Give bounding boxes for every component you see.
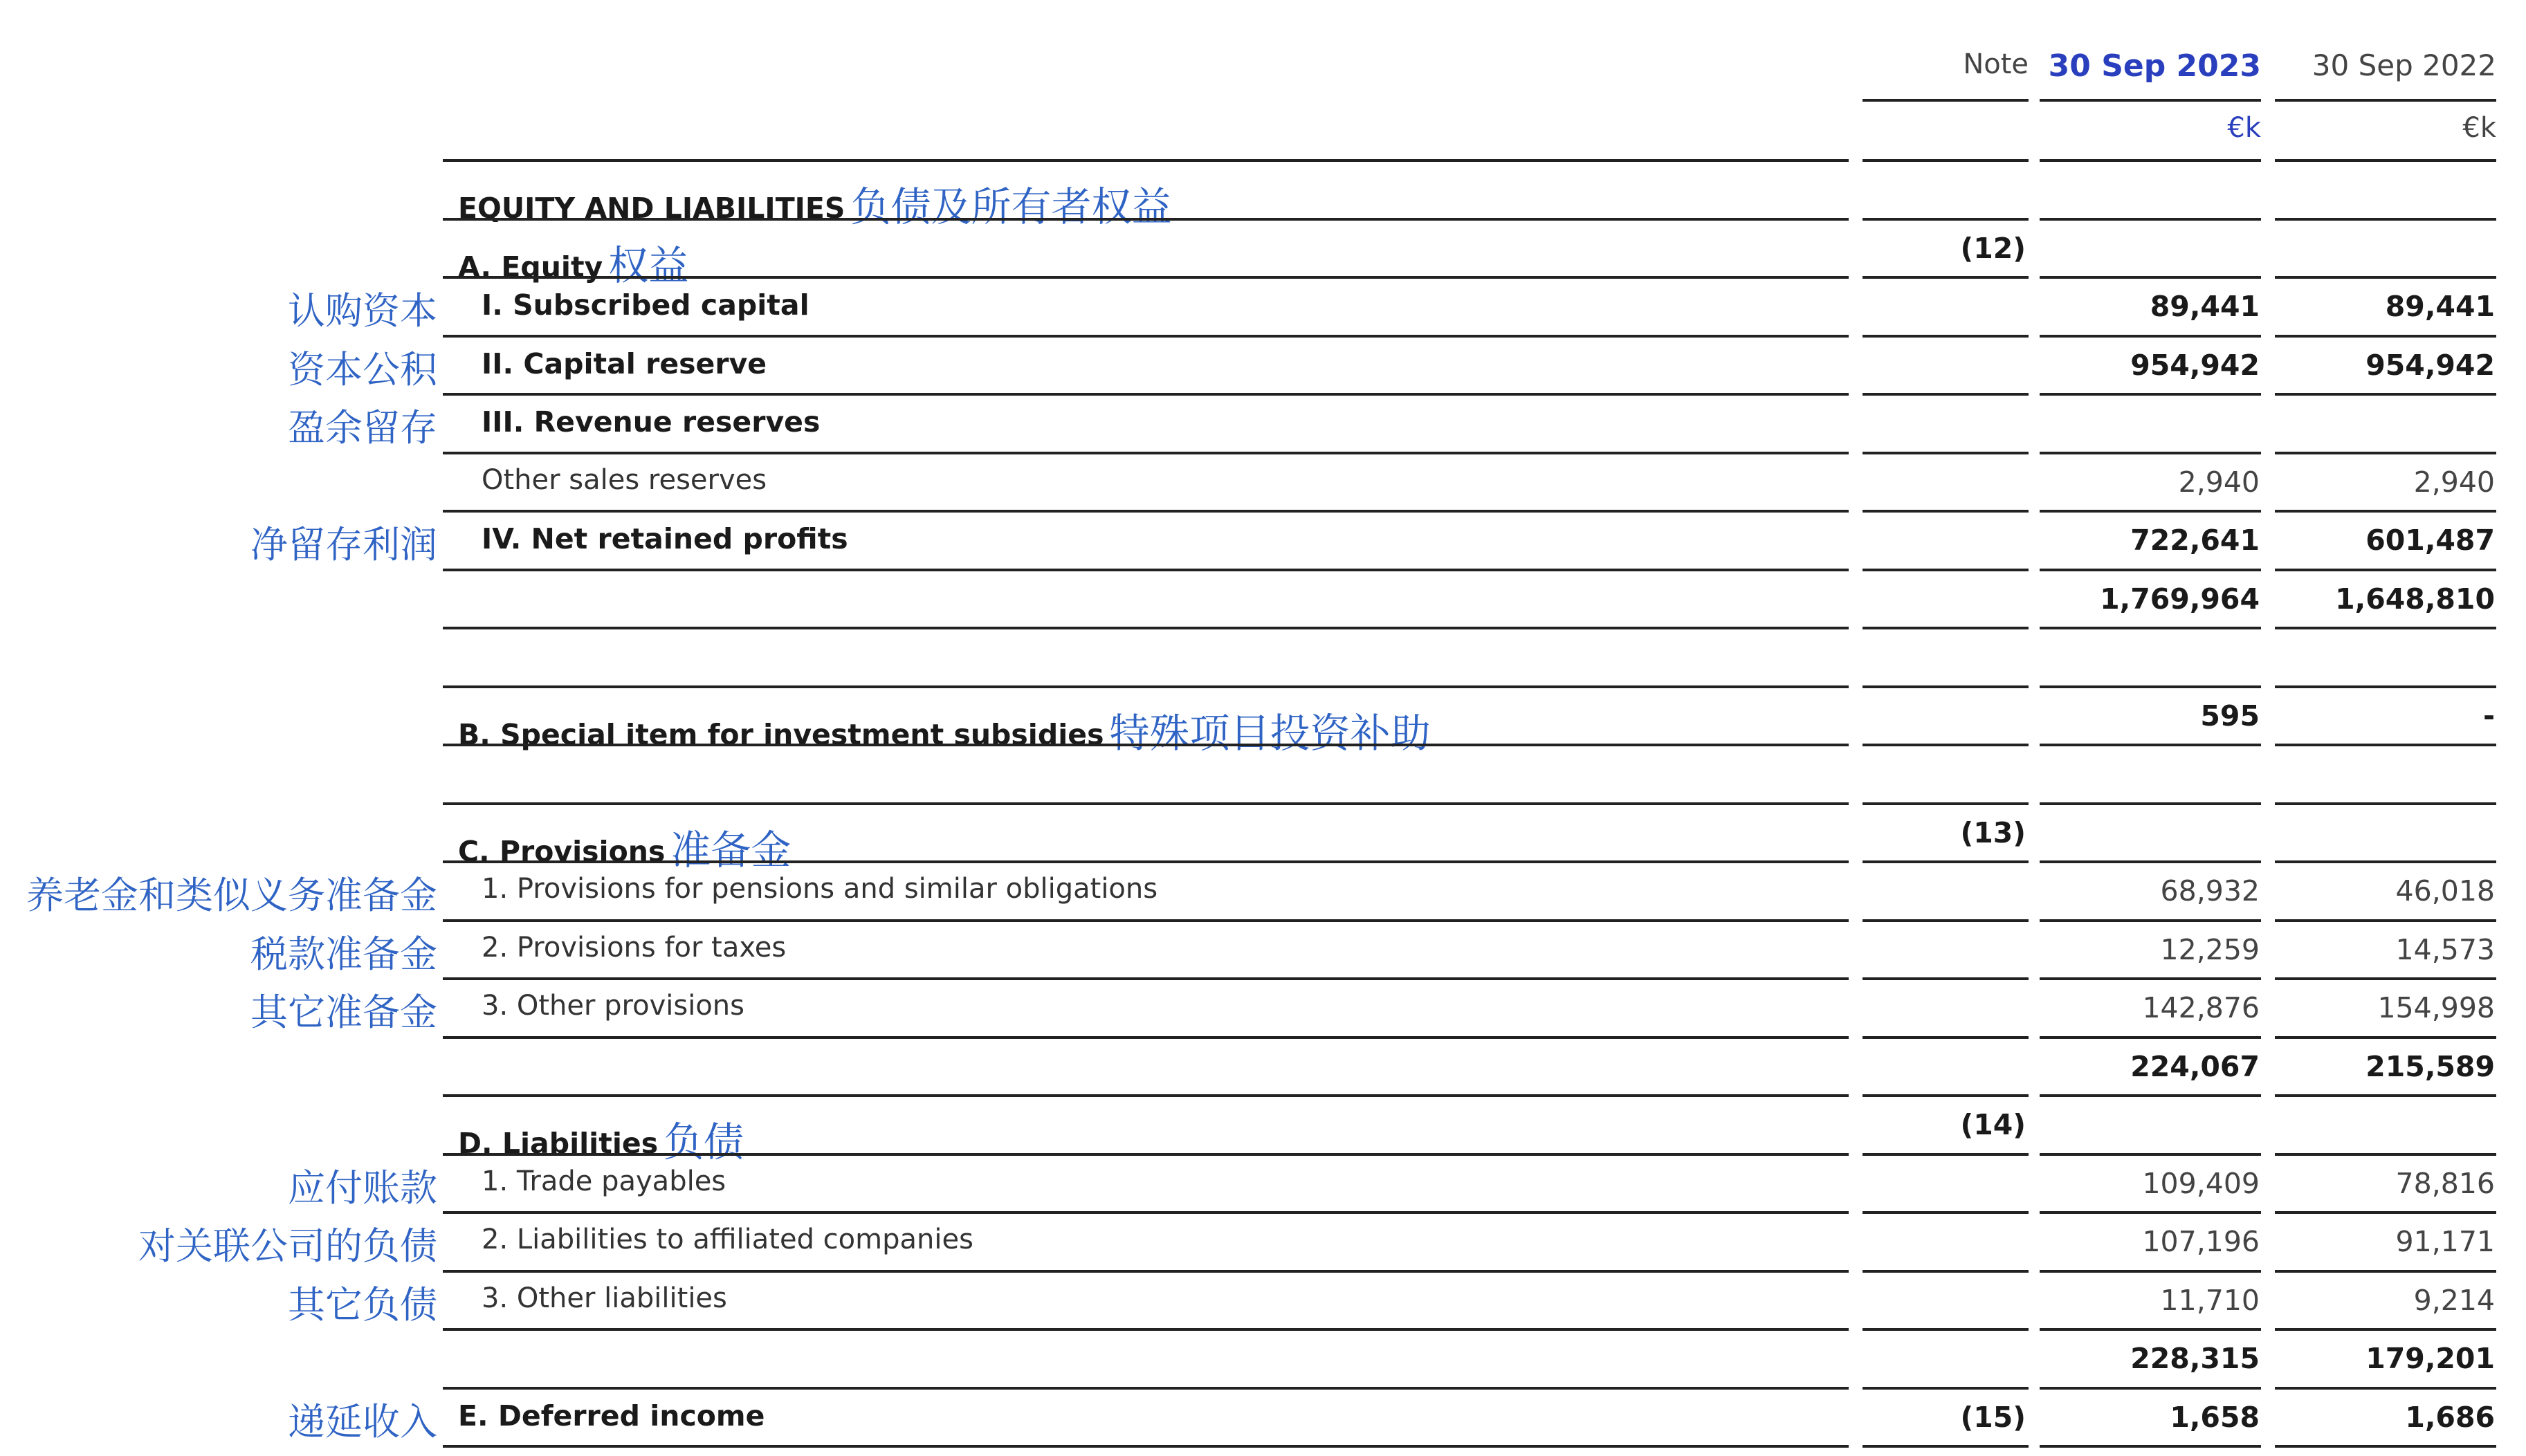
table-row [0, 159, 2526, 230]
row-label [482, 932, 786, 964]
row-label [482, 347, 767, 380]
row-label-text: I. Subscribed capital [482, 288, 809, 322]
row-rule-0 [443, 1445, 1849, 1448]
value-2023: 68,932 [2160, 874, 2260, 907]
row-rule-3 [2275, 1445, 2496, 1448]
value-2022: 78,816 [2395, 1166, 2495, 1200]
row-rule-1 [1863, 1445, 2029, 1448]
side-annotation: 养老金和类似义务准备金 [26, 874, 437, 917]
header-rule-1 [2040, 99, 2261, 102]
row-label-text: 3. Other liabilities [482, 1282, 727, 1314]
header-rule-0 [1863, 99, 2029, 102]
table-row [0, 218, 2526, 289]
table-row [0, 1036, 2526, 1094]
row-label [482, 288, 809, 322]
row-label-translation: 特殊项目投资补助 [1109, 709, 1431, 757]
value-2022: 179,201 [2365, 1342, 2495, 1375]
row-label [482, 522, 848, 555]
row-label-text: II. Capital reserve [482, 347, 767, 380]
value-2022: 14,573 [2395, 932, 2495, 966]
value-2023: 228,315 [2130, 1342, 2260, 1375]
row-label-text: 2. Liabilities to affiliated companies [482, 1224, 973, 1255]
value-2022: 9,214 [2413, 1283, 2495, 1317]
value-2022: - [2482, 699, 2495, 732]
table-row [0, 744, 2526, 802]
note-cell: (13) [1960, 815, 2026, 849]
table-row [0, 802, 2526, 874]
row-label-translation: 负债及所有者权益 [850, 183, 1172, 230]
row-label [482, 1165, 726, 1197]
side-annotation: 递延收入 [288, 1399, 437, 1444]
row-rule-2 [2040, 1445, 2261, 1448]
row-label-translation: 负债 [663, 1118, 744, 1165]
table-row [0, 627, 2526, 685]
value-2023: 224,067 [2130, 1049, 2260, 1083]
row-label [482, 464, 767, 496]
unit-2022: €k [2462, 112, 2496, 144]
row-label-text: 1. Provisions for pensions and similar obligations [482, 873, 1158, 905]
value-2022: 91,171 [2395, 1225, 2495, 1258]
side-annotation: 税款准备金 [250, 932, 437, 976]
value-2022: 1,686 [2405, 1400, 2495, 1434]
row-label-text: EQUITY AND LIABILITIES [458, 192, 845, 225]
side-annotation: 其它负债 [288, 1282, 437, 1327]
value-2023: 1,769,964 [2100, 582, 2260, 616]
value-2022: 2,940 [2413, 465, 2495, 499]
row-label-text: IV. Net retained profits [482, 522, 848, 555]
table-row [0, 1094, 2526, 1165]
table-row [0, 1328, 2526, 1386]
row-label [482, 405, 820, 439]
value-2023: 142,876 [2142, 991, 2260, 1024]
row-label [482, 1224, 973, 1255]
value-2022: 46,018 [2395, 874, 2495, 907]
row-label-text: D. Liabilities [458, 1127, 659, 1160]
row-label-text: III. Revenue reserves [482, 405, 821, 439]
note-cell: (12) [1960, 231, 2026, 265]
column-header-2022: 30 Sep 2022 [2312, 48, 2496, 82]
row-label-text: C. Provisions [458, 834, 666, 868]
value-2023: 12,259 [2160, 932, 2260, 966]
row-label-translation: 权益 [608, 241, 689, 289]
header-rule-2 [2275, 99, 2496, 102]
value-2022: 215,589 [2365, 1049, 2495, 1083]
note-cell: (15) [1960, 1400, 2026, 1434]
row-label-translation: 准备金 [670, 826, 791, 874]
row-label-text: B. Special item for investment subsidies [458, 717, 1104, 751]
side-annotation: 对关联公司的负债 [138, 1224, 437, 1268]
value-2022: 154,998 [2377, 991, 2495, 1024]
table-row [0, 452, 2526, 510]
value-2022: 1,648,810 [2335, 582, 2495, 616]
row-label-text: E. Deferred income [458, 1399, 765, 1432]
table-row [0, 569, 2526, 627]
side-annotation: 盈余留存 [288, 406, 437, 450]
unit-2023: €k [2227, 112, 2261, 144]
note-column-header: Note [1963, 48, 2029, 80]
note-cell: (14) [1960, 1108, 2026, 1141]
table-row [0, 685, 2526, 757]
value-2022: 954,942 [2365, 348, 2495, 382]
row-label-text: Other sales reserves [482, 463, 767, 496]
row-label [482, 1282, 727, 1314]
value-2023: 2,940 [2178, 465, 2260, 499]
value-2022: 89,441 [2385, 290, 2495, 323]
row-label-text: 2. Provisions for taxes [482, 931, 787, 964]
value-2023: 722,641 [2130, 524, 2260, 557]
side-annotation: 应付账款 [288, 1165, 437, 1210]
value-2023: 107,196 [2142, 1225, 2260, 1258]
value-2023: 1,658 [2170, 1400, 2260, 1434]
value-2023: 109,409 [2142, 1166, 2260, 1200]
row-label-text: A. Equity [458, 250, 603, 284]
row-label [458, 1399, 765, 1432]
side-annotation: 其它准备金 [250, 990, 437, 1034]
row-label [482, 990, 744, 1022]
row-label-text: 3. Other provisions [482, 990, 744, 1022]
value-2023: 595 [2200, 699, 2260, 732]
side-annotation: 净留存利润 [250, 523, 437, 566]
value-2023: 89,441 [2150, 290, 2260, 323]
value-2023: 11,710 [2160, 1283, 2260, 1317]
row-label [482, 873, 1157, 905]
value-2022: 601,487 [2365, 524, 2495, 557]
row-label-text: 1. Trade payables [482, 1165, 726, 1197]
column-header-2023: 30 Sep 2023 [2048, 48, 2261, 84]
side-annotation: 资本公积 [288, 347, 437, 391]
value-2023: 954,942 [2130, 348, 2260, 382]
side-annotation: 认购资本 [288, 289, 437, 333]
